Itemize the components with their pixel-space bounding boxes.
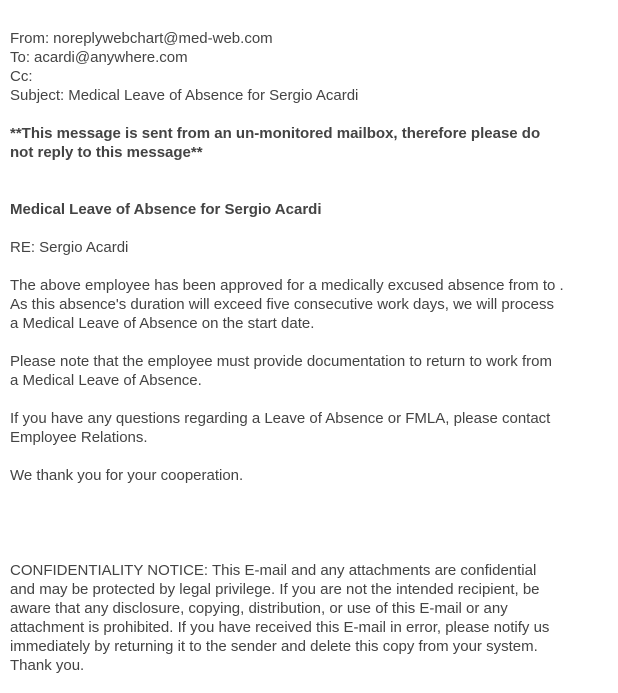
confidentiality-line: aware that any disclosure, copying, distribution, or use of this E-mail or any — [10, 600, 508, 617]
confidentiality-line: immediately by returning it to the sender and delete this copy from your system. — [10, 638, 538, 655]
paragraph-line: a Medical Leave of Absence on the start date. — [10, 315, 315, 332]
paragraph-questions — [10, 409, 608, 447]
header-line-cc — [10, 67, 608, 86]
paragraph-approval — [10, 276, 608, 333]
re-line: RE: Sergio Acardi — [10, 239, 129, 256]
subject-label: Subject: — [10, 87, 65, 104]
confidentiality-line: Thank you. — [10, 657, 85, 674]
paragraph-documentation — [10, 352, 608, 390]
confidentiality-line: attachment is prohibited. If you have received this E-mail in error, please notify us — [10, 619, 550, 636]
warning-line: not reply to this message** — [10, 144, 203, 161]
paragraph-line: The above employee has been approved for a medically excused absence from to . — [10, 277, 564, 294]
confidentiality-notice — [10, 561, 608, 675]
paragraph-line: Employee Relations. — [10, 429, 148, 446]
email-title: Medical Leave of Absence for Sergio Acardi — [10, 201, 322, 218]
paragraph-line: a Medical Leave of Absence. — [10, 372, 202, 389]
closing-line: We thank you for your cooperation. — [10, 467, 244, 484]
confidentiality-line: and may be protected by legal privilege. If you are not the intended recipient, be — [10, 581, 540, 598]
confidentiality-line: CONFIDENTIALITY NOTICE: This E-mail and any attachments are confidential — [10, 562, 537, 579]
from-label: From: — [10, 30, 50, 47]
paragraph-line: Please note that the employee must provide documentation to return to work from — [10, 353, 552, 370]
header-line-from — [10, 29, 608, 48]
warning-line: **This message is sent from an un-monitored mailbox, therefore please do — [10, 125, 541, 142]
to-label: To: — [10, 49, 31, 66]
header-line-subject — [10, 86, 608, 105]
cc-label: Cc: — [10, 68, 33, 85]
email-headers — [10, 29, 608, 105]
header-line-to — [10, 48, 608, 67]
paragraph-line: As this absence's duration will exceed five consecutive work days, we will process — [10, 296, 554, 313]
unmonitored-warning — [10, 124, 608, 162]
subject-value: Medical Leave of Absence for Sergio Acardi — [68, 87, 359, 104]
paragraph-line: If you have any questions regarding a Leave of Absence or FMLA, please contact — [10, 410, 551, 427]
to-value: acardi@anywhere.com — [34, 49, 188, 66]
from-value: noreplywebchart@med-web.com — [53, 30, 273, 47]
